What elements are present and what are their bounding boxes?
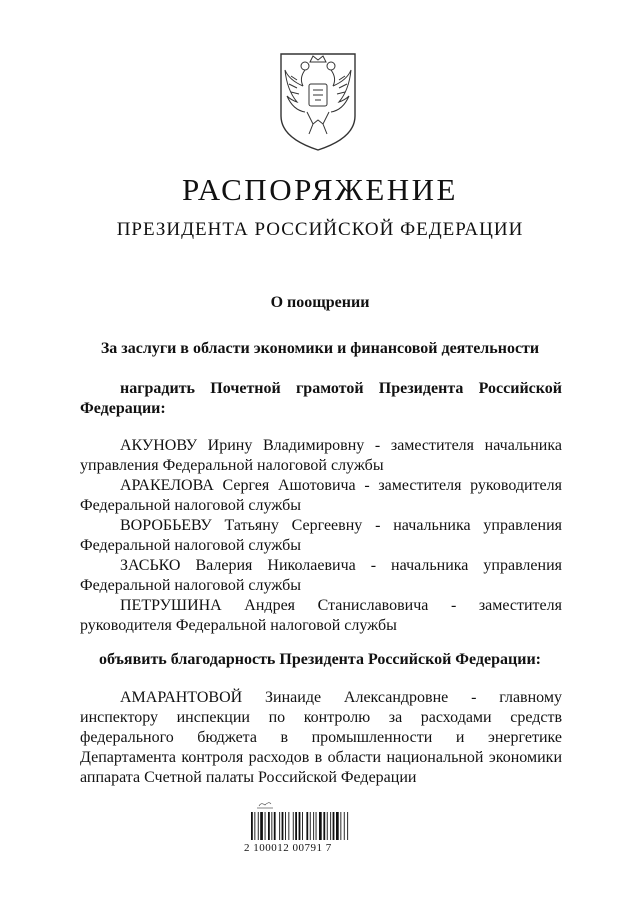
awardee-line: Федеральной налоговой службы (80, 577, 301, 594)
thanked-line: аппарата Счетной палаты Российской Федерации (80, 769, 417, 786)
awardee-line: АРАКЕЛОВА Сергея Ашотовича - заместителя руководителя (120, 477, 562, 494)
thanked-entry (80, 688, 562, 788)
award-clause-honorary-certificate (80, 379, 562, 419)
document-title: РАСПОРЯЖЕНИЕ (182, 172, 458, 207)
award-clause-line: наградить Почетной грамотой Президента Российской (120, 380, 562, 397)
order-subject: О поощрении (270, 294, 370, 311)
awardee-line: ВОРОБЬЕВУ Татьяну Сергеевну - начальника управления (120, 517, 562, 534)
thanked-line: федерального бюджета в промышленности и энергетике (80, 729, 562, 746)
awardee-entry (80, 596, 562, 636)
thanked-line: Департамента контроля расходов в области национальной экономики (80, 749, 562, 766)
awardee-line: Федеральной налоговой службы (80, 537, 301, 554)
coat-of-arms-emblem (277, 50, 359, 152)
award-clause-line: Федерации: (80, 400, 166, 417)
thanked-line: инспектору инспекции по контролю за расходами средств (80, 709, 562, 726)
document-subtitle: ПРЕЗИДЕНТА РОССИЙСКОЙ ФЕДЕРАЦИИ (116, 219, 524, 240)
awardee-entry (80, 476, 562, 516)
awardee-entry (80, 556, 562, 596)
awardee-line: управления Федеральной налоговой службы (80, 457, 384, 474)
thanked-line: АМАРАНТОВОЙ Зинаиде Александровне - главному (120, 689, 562, 706)
awardee-line: ПЕТРУШИНА Андрея Станиславовича - заместителя (120, 597, 562, 614)
awardee-entry (80, 436, 562, 476)
award-clause-gratitude: объявить благодарность Президента Российской Федерации: (99, 651, 541, 668)
awardee-line: АКУНОВУ Ирину Владимировну - заместителя начальника (120, 437, 562, 454)
awardee-line: Федеральной налоговой службы (80, 497, 301, 514)
awardee-line: ЗАСЬКО Валерия Николаевича - начальника управления (120, 557, 562, 574)
awardee-entry (80, 516, 562, 556)
awardee-list (80, 436, 562, 636)
award-reason: За заслуги в области экономики и финансовой деятельности (100, 340, 540, 357)
awardee-line: руководителя Федеральной налоговой службы (80, 617, 397, 634)
barcode-number: 2 100012 00791 7 (244, 842, 332, 854)
